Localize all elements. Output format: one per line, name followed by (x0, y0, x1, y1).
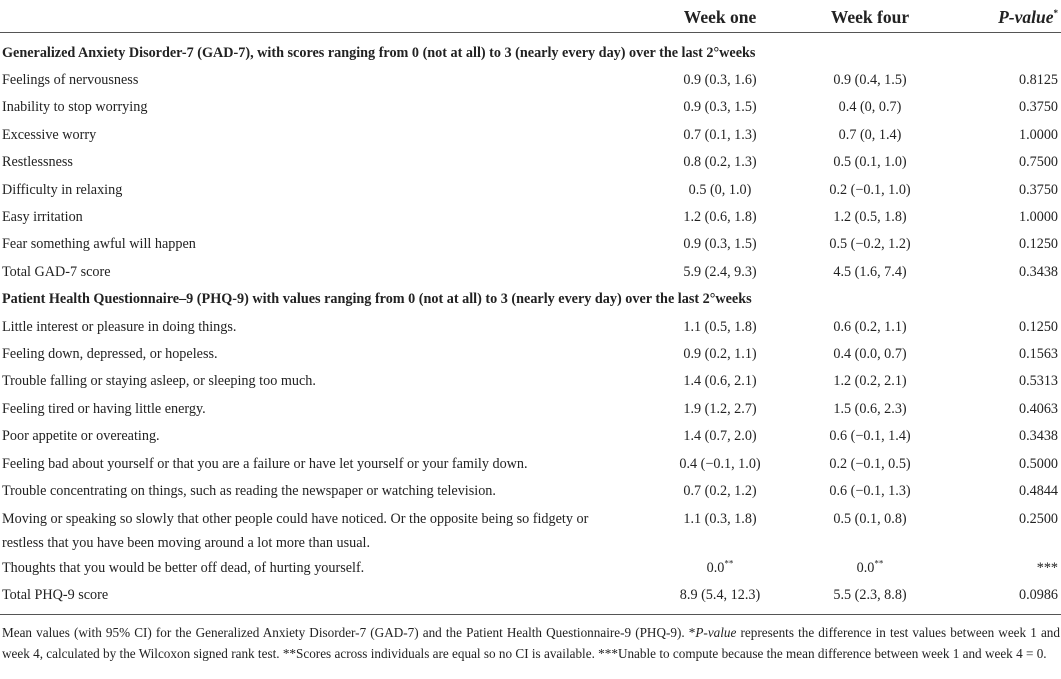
row-label: Difficulty in relaxing (2, 182, 123, 198)
week-one-value: 0.7 (0.1, 1.3) (683, 127, 757, 143)
row-label: Total PHQ-9 score (2, 587, 109, 603)
table-row (0, 396, 1061, 423)
week-four-value: 0.0** (856, 558, 884, 576)
p-value: 0.1250 (1018, 236, 1058, 252)
row-label: Little interest or pleasure in doing things. (2, 319, 237, 335)
p-value: 0.2500 (1018, 511, 1058, 527)
p-value: 0.3750 (1018, 99, 1058, 115)
table-header-row (0, 0, 1061, 34)
week-four-value: 5.5 (2.3, 8.8) (833, 587, 907, 603)
week-one-value: 0.8 (0.2, 1.3) (683, 154, 757, 170)
row-label: Trouble concentrating on things, such as reading the newspaper or watching television. (2, 483, 496, 499)
p-value: 1.0000 (1018, 127, 1058, 143)
week-four-value: 0.5 (0.1, 1.0) (833, 154, 907, 170)
row-label: Poor appetite or overeating. (2, 428, 160, 444)
table-row (0, 149, 1061, 176)
table-row-total (0, 259, 1061, 286)
week-four-value: 0.6 (−0.1, 1.4) (829, 428, 911, 444)
table-row (0, 204, 1061, 231)
week-one-value: 0.9 (0.3, 1.6) (683, 72, 757, 88)
week-one-value: 0.9 (0.2, 1.1) (683, 346, 757, 362)
row-label: Feeling tired or having little energy. (2, 401, 206, 417)
p-value: 0.3750 (1018, 182, 1058, 198)
table-row (0, 555, 1061, 582)
p-value: 0.4844 (1018, 483, 1058, 499)
table-row (0, 231, 1061, 258)
week-one-value: 1.1 (0.3, 1.8) (683, 511, 757, 527)
row-label: Thoughts that you would be better off dead, of hurting yourself. (2, 560, 365, 576)
p-value: 0.8125 (1018, 72, 1058, 88)
week-four-value: 0.5 (0.1, 0.8) (833, 511, 907, 527)
week-one-value: 0.9 (0.3, 1.5) (683, 236, 757, 252)
week-one-value: 8.9 (5.4, 12.3) (679, 587, 761, 603)
week-one-value: 1.1 (0.5, 1.8) (683, 319, 757, 335)
week-one-value: 0.9 (0.3, 1.5) (683, 99, 757, 115)
col-header-p-value: P-value* (998, 7, 1058, 27)
p-value: *** (1036, 560, 1058, 576)
week-one-value: 1.4 (0.6, 2.1) (683, 373, 757, 389)
row-label: Feeling bad about yourself or that you are a failure or have let yourself or your family down. (2, 456, 528, 472)
p-value: 0.4063 (1018, 401, 1058, 417)
p-value: 0.5000 (1018, 456, 1058, 472)
table-row-total (0, 582, 1061, 609)
table-row (0, 478, 1061, 505)
week-four-value: 0.4 (0, 0.7) (838, 99, 902, 115)
week-four-value: 0.9 (0.4, 1.5) (833, 72, 907, 88)
week-four-value: 4.5 (1.6, 7.4) (833, 264, 907, 280)
row-label: Fear something awful will happen (2, 236, 196, 252)
week-one-value: 1.4 (0.7, 2.0) (683, 428, 757, 444)
col-header-week-one: Week one (683, 7, 757, 27)
row-label: Total GAD-7 score (2, 264, 111, 280)
week-four-value: 1.5 (0.6, 2.3) (833, 401, 907, 417)
table-bottom-rule (0, 614, 1061, 615)
table-row (0, 314, 1061, 341)
week-four-value: 1.2 (0.2, 2.1) (833, 373, 907, 389)
week-one-value: 5.9 (2.4, 9.3) (683, 264, 757, 280)
week-four-value: 0.6 (−0.1, 1.3) (829, 483, 911, 499)
table-row (0, 423, 1061, 450)
row-label: Inability to stop worrying (2, 99, 148, 115)
p-value: 1.0000 (1018, 209, 1058, 225)
week-four-value: 0.7 (0, 1.4) (838, 127, 902, 143)
week-four-value: 0.5 (−0.2, 1.2) (829, 236, 911, 252)
table-row (0, 122, 1061, 149)
row-label: Excessive worry (2, 127, 97, 143)
week-four-value: 1.2 (0.5, 1.8) (833, 209, 907, 225)
week-one-value: 0.5 (0, 1.0) (688, 182, 752, 198)
p-value: 0.0986 (1018, 587, 1058, 603)
row-label: Moving or speaking so slowly that other people could have noticed. Or the opposite being so fidgety or restless that you have been moving around a lot more than usual. (2, 511, 589, 551)
table-row (0, 67, 1061, 94)
header-rule (0, 32, 1061, 33)
p-value: 0.3438 (1018, 428, 1058, 444)
week-four-value: 0.4 (0.0, 0.7) (833, 346, 907, 362)
row-label: Easy irritation (2, 209, 83, 225)
p-value: 0.7500 (1018, 154, 1058, 170)
week-four-value: 0.2 (−0.1, 0.5) (829, 456, 911, 472)
table-row (0, 451, 1061, 478)
table-row (0, 177, 1061, 204)
row-label: Trouble falling or staying asleep, or sleeping too much. (2, 373, 316, 389)
table-row (0, 341, 1061, 368)
table-row (0, 506, 1061, 556)
week-one-value: 0.7 (0.2, 1.2) (683, 483, 757, 499)
week-one-value: 0.4 (−0.1, 1.0) (679, 456, 761, 472)
table-footnote: Mean values (with 95% CI) for the Generalized Anxiety Disorder-7 (GAD-7) and the Patient Health Questionnaire-9 (PHQ-9). *P-value represents the difference in test values between week 1 and week 4, calculated by the Wilcoxon signed rank test. **Scores across individuals are equal so no CI is available. ***Unable to compute because the mean difference between week 1 and week 4 = 0. (2, 625, 1060, 661)
week-one-value: 1.9 (1.2, 2.7) (683, 401, 757, 417)
section-title-phq9: Patient Health Questionnaire–9 (PHQ-9) with values ranging from 0 (not at all) to 3 (nearly every day) over the last 2°weeks (2, 291, 752, 307)
table-row (0, 368, 1061, 395)
week-one-value: 1.2 (0.6, 1.8) (683, 209, 757, 225)
p-value: 0.1250 (1018, 319, 1058, 335)
section-title-gad7: Generalized Anxiety Disorder-7 (GAD-7), with scores ranging from 0 (not at all) to 3 (nearly every day) over the last 2°weeks (2, 45, 756, 61)
row-label: Feelings of nervousness (2, 72, 139, 88)
row-label: Feeling down, depressed, or hopeless. (2, 346, 218, 362)
p-value: 0.1563 (1018, 346, 1058, 362)
week-four-value: 0.2 (−0.1, 1.0) (829, 182, 911, 198)
col-header-week-four: Week four (830, 7, 910, 27)
p-value: 0.3438 (1018, 264, 1058, 280)
week-one-value: 0.0** (706, 558, 734, 576)
week-four-value: 0.6 (0.2, 1.1) (833, 319, 907, 335)
table-row (0, 94, 1061, 121)
p-value: 0.5313 (1018, 373, 1058, 389)
row-label: Restlessness (2, 154, 73, 170)
